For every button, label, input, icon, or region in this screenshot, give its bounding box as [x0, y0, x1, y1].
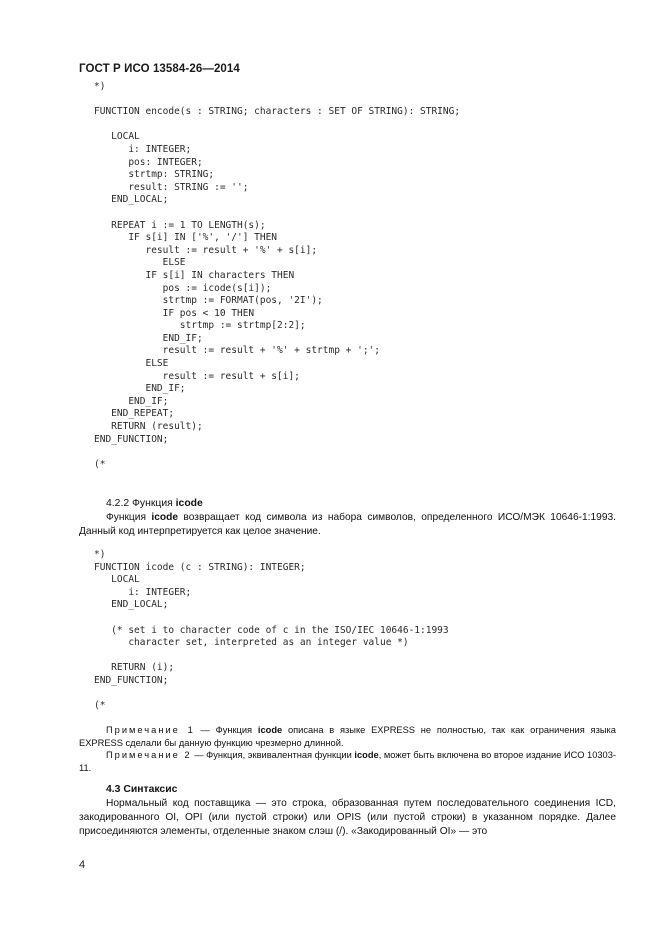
- express-code-icode: *) FUNCTION icode (c : STRING): INTEGER; LOCAL i: INTEGER; END_LOCAL; (* set i to character code of c in the ISO/IEC 10646-1:1993 character set, interpreted as an integer value *) RETURN (i); END_FUNCTION; (*: [94, 549, 449, 712]
- section-4-2-2-paragraph: Функция icode возвращает код символа из набора символов, определенного ИСО/МЭК 10646-1:1993. Данный код интерпретируется как целое значение.: [79, 512, 616, 537]
- express-code-encode: *) FUNCTION encode(s : STRING; characters : SET OF STRING): STRING; LOCAL i: INTEGER; pos: INTEGER; strtmp: STRING; result: STRING := ''; END_LOCAL; REPEAT i := 1 TO LENGTH(s); IF s[i] IN ['%', '/'] THEN result := result + '%' + s[i]; ELSE IF s[i] IN characters THEN pos := icode(s[i]); strtmp := FORMAT(pos, '2I'); IF pos < 10 THEN strtmp := strtmp[2:2]; END_IF; result := result + '%' + strtmp + ';'; ELSE result := result + s[i]; END_IF; END_IF; END_REPEAT; RETURN (result); END_FUNCTION; (*: [94, 81, 461, 470]
- note-2: Примечание 2 — Функция, эквивалентная функции icode, может быть включена во второе издание ИСО 10303-11.: [79, 750, 616, 773]
- page-number: 4: [79, 859, 86, 871]
- note-1: Примечание 1 — Функция icode описана в языке EXPRESS не полностью, так как ограничения языка EXPRESS сделали бы данную функцию чрезмерно длинной.: [79, 725, 616, 748]
- section-4-2-2-heading: 4.2.2 Функция icode: [106, 498, 203, 509]
- section-4-3-heading: 4.3 Синтаксис: [106, 784, 178, 795]
- document-header: ГОСТ Р ИСО 13584-26—2014: [79, 63, 240, 75]
- section-4-3-paragraph: Нормальный код поставщика — это строка, образованная путем последовательного соединения ICD, закодированного OI, OPI (или пустой строки) или OPIS (или пустой строки) в указанном порядке. Далее присоединяются элементы, отделенные знаком слэш (/). «Закодированный OI» — это: [79, 798, 616, 837]
